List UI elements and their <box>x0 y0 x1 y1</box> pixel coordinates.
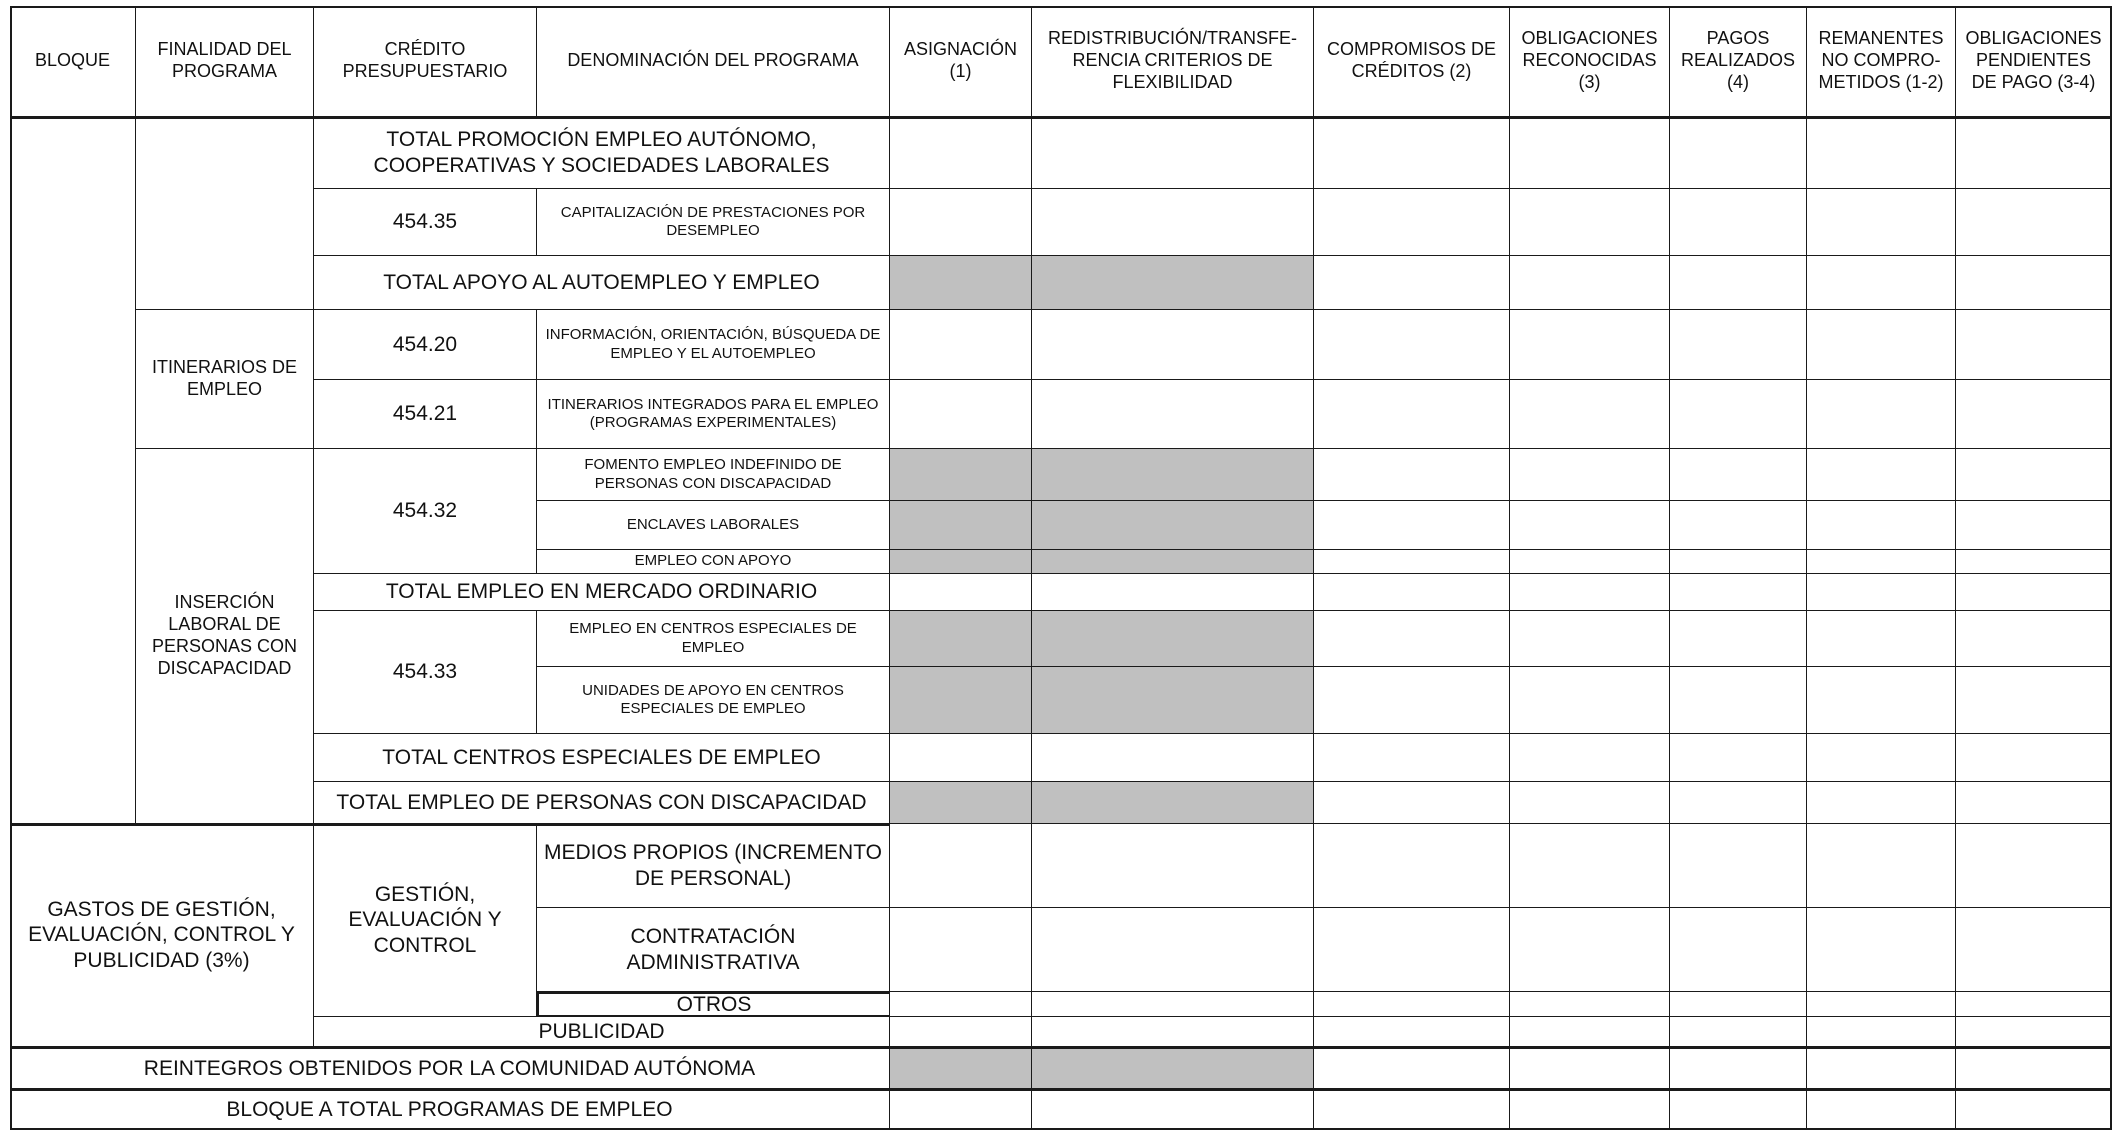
value-cell <box>1956 189 2112 256</box>
shaded-cell <box>1032 256 1314 310</box>
total-promocion-label: TOTAL PROMOCIÓN EMPLEO AUTÓNOMO, COOPERATIVAS Y SOCIEDADES LABORALES <box>314 117 890 189</box>
value-cell <box>1314 117 1510 189</box>
value-cell <box>1807 310 1956 380</box>
value-cell <box>1510 824 1670 908</box>
value-cell <box>1670 189 1807 256</box>
header-credito: CRÉDITO PRESUPUESTARIO <box>314 6 537 117</box>
value-cell <box>1314 574 1510 611</box>
medios-propios-label: MEDIOS PROPIOS (INCREMENTO DE PERSONAL) <box>537 824 890 908</box>
value-cell <box>1956 1047 2112 1089</box>
value-cell <box>1807 449 1956 501</box>
value-cell <box>1510 667 1670 734</box>
value-cell <box>890 824 1032 908</box>
value-cell <box>1670 380 1807 449</box>
value-cell <box>1670 667 1807 734</box>
header-remanentes: REMANENTES NO COMPRO-METIDOS (1-2) <box>1807 6 1956 117</box>
value-cell <box>1670 782 1807 824</box>
value-cell <box>1510 1089 1670 1130</box>
shaded-cell <box>890 782 1032 824</box>
value-cell <box>1510 734 1670 782</box>
credito-45433: 454.33 <box>314 611 537 734</box>
value-cell <box>1956 574 2112 611</box>
total-apoyo-label: TOTAL APOYO AL AUTOEMPLEO Y EMPLEO <box>314 256 890 310</box>
total-discapacidad-label: TOTAL EMPLEO DE PERSONAS CON DISCAPACIDAD <box>314 782 890 824</box>
empleo-apoyo-label: EMPLEO CON APOYO <box>537 550 890 574</box>
value-cell <box>1032 380 1314 449</box>
itinerarios-integrados-label: ITINERARIOS INTEGRADOS PARA EL EMPLEO (PROGRAMAS EXPERIMENTALES) <box>537 380 890 449</box>
value-cell <box>1956 824 2112 908</box>
credito-45432: 454.32 <box>314 449 537 574</box>
value-cell <box>1956 667 2112 734</box>
value-cell <box>1510 449 1670 501</box>
credito-45435: 454.35 <box>314 189 537 256</box>
value-cell <box>1670 824 1807 908</box>
shaded-cell <box>1032 550 1314 574</box>
budget-table <box>10 6 2112 1130</box>
value-cell <box>1670 117 1807 189</box>
shaded-cell <box>1032 611 1314 667</box>
value-cell <box>1510 550 1670 574</box>
value-cell <box>1314 380 1510 449</box>
header-finalidad: FINALIDAD DEL PROGRAMA <box>136 6 314 117</box>
total-cee-label: TOTAL CENTROS ESPECIALES DE EMPLEO <box>314 734 890 782</box>
shaded-cell <box>1032 667 1314 734</box>
value-cell <box>890 908 1032 992</box>
value-cell <box>1032 908 1314 992</box>
value-cell <box>1510 117 1670 189</box>
shaded-cell <box>890 667 1032 734</box>
value-cell <box>1670 310 1807 380</box>
total-mercado-label: TOTAL EMPLEO EN MERCADO ORDINARIO <box>314 574 890 611</box>
value-cell <box>1956 449 2112 501</box>
value-cell <box>1807 1017 1956 1047</box>
value-cell <box>1670 574 1807 611</box>
value-cell <box>1956 611 2112 667</box>
header-rule <box>10 116 2112 119</box>
value-cell <box>1032 992 1314 1017</box>
value-cell <box>1956 256 2112 310</box>
value-cell <box>890 574 1032 611</box>
value-cell <box>1314 1089 1510 1130</box>
gastos-label: GASTOS DE GESTIÓN, EVALUACIÓN, CONTROL Y PUBLICIDAD (3%) <box>10 824 314 1047</box>
value-cell <box>1956 734 2112 782</box>
value-cell <box>1314 824 1510 908</box>
value-cell <box>1032 824 1314 908</box>
value-cell <box>1807 667 1956 734</box>
value-cell <box>1807 1047 1956 1089</box>
shaded-cell <box>890 1047 1032 1089</box>
finalidad-cell-autoempleo <box>136 117 314 310</box>
value-cell <box>890 189 1032 256</box>
value-cell <box>1956 380 2112 449</box>
cee-label: EMPLEO EN CENTROS ESPECIALES DE EMPLEO <box>537 611 890 667</box>
value-cell <box>1314 1017 1510 1047</box>
value-cell <box>1807 189 1956 256</box>
shaded-cell <box>890 501 1032 550</box>
header-denominacion: DENOMINACIÓN DEL PROGRAMA <box>537 6 890 117</box>
value-cell <box>1670 449 1807 501</box>
value-cell <box>1032 189 1314 256</box>
unidades-label: UNIDADES DE APOYO EN CENTROS ESPECIALES DE EMPLEO <box>537 667 890 734</box>
value-cell <box>1510 380 1670 449</box>
value-cell <box>1807 908 1956 992</box>
contratacion-label: CONTRATACIÓN ADMINISTRATIVA <box>537 908 890 992</box>
otros-label: OTROS <box>537 992 890 1017</box>
value-cell <box>890 117 1032 189</box>
value-cell <box>1314 189 1510 256</box>
value-cell <box>1314 1047 1510 1089</box>
value-cell <box>890 992 1032 1017</box>
capitalizacion-label: CAPITALIZACIÓN DE PRESTACIONES POR DESEMPLEO <box>537 189 890 256</box>
value-cell <box>890 734 1032 782</box>
credito-45420: 454.20 <box>314 310 537 380</box>
reintegros-label: REINTEGROS OBTENIDOS POR LA COMUNIDAD AUTÓNOMA <box>10 1047 890 1089</box>
enclaves-label: ENCLAVES LABORALES <box>537 501 890 550</box>
value-cell <box>1032 310 1314 380</box>
value-cell <box>1956 908 2112 992</box>
value-cell <box>1956 1089 2112 1130</box>
value-cell <box>1510 189 1670 256</box>
bloque-cell-empleo <box>10 117 136 824</box>
informacion-label: INFORMACIÓN, ORIENTACIÓN, BÚSQUEDA DE EMPLEO Y EL AUTOEMPLEO <box>537 310 890 380</box>
value-cell <box>1670 1089 1807 1130</box>
value-cell <box>1510 501 1670 550</box>
value-cell <box>1807 574 1956 611</box>
gestion-label: GESTIÓN, EVALUACIÓN Y CONTROL <box>314 824 537 1017</box>
value-cell <box>1956 782 2112 824</box>
value-cell <box>1510 611 1670 667</box>
value-cell <box>1670 256 1807 310</box>
header-bloque: BLOQUE <box>10 6 136 117</box>
value-cell <box>1670 992 1807 1017</box>
value-cell <box>1956 310 2112 380</box>
value-cell <box>1314 256 1510 310</box>
value-cell <box>1807 550 1956 574</box>
finalidad-itinerarios: ITINERARIOS DE EMPLEO <box>136 310 314 449</box>
value-cell <box>1510 256 1670 310</box>
value-cell <box>1956 501 2112 550</box>
bloque-total-label: BLOQUE A TOTAL PROGRAMAS DE EMPLEO <box>10 1089 890 1130</box>
value-cell <box>1314 501 1510 550</box>
value-cell <box>1670 501 1807 550</box>
value-cell <box>1956 550 2112 574</box>
value-cell <box>1510 1017 1670 1047</box>
shaded-cell <box>1032 782 1314 824</box>
value-cell <box>1510 782 1670 824</box>
value-cell <box>1314 550 1510 574</box>
value-cell <box>1314 992 1510 1017</box>
value-cell <box>1314 667 1510 734</box>
shaded-cell <box>1032 449 1314 501</box>
value-cell <box>1314 449 1510 501</box>
value-cell <box>1032 117 1314 189</box>
fomento-label: FOMENTO EMPLEO INDEFINIDO DE PERSONAS CON DISCAPACIDAD <box>537 449 890 501</box>
value-cell <box>890 380 1032 449</box>
value-cell <box>1807 734 1956 782</box>
value-cell <box>1670 1017 1807 1047</box>
value-cell <box>1807 501 1956 550</box>
header-compromisos: COMPROMISOS DE CRÉDITOS (2) <box>1314 6 1510 117</box>
value-cell <box>1032 1017 1314 1047</box>
value-cell <box>1807 117 1956 189</box>
value-cell <box>1670 550 1807 574</box>
finalidad-insercion: INSERCIÓN LABORAL DE PERSONAS CON DISCAPACIDAD <box>136 449 314 824</box>
value-cell <box>1956 117 2112 189</box>
value-cell <box>1807 824 1956 908</box>
value-cell <box>1956 992 2112 1017</box>
shaded-cell <box>890 550 1032 574</box>
value-cell <box>890 1089 1032 1130</box>
value-cell <box>1670 734 1807 782</box>
shaded-cell <box>890 611 1032 667</box>
value-cell <box>890 310 1032 380</box>
value-cell <box>1807 992 1956 1017</box>
value-cell <box>890 1017 1032 1047</box>
value-cell <box>1807 782 1956 824</box>
value-cell <box>1510 992 1670 1017</box>
section-rule <box>10 823 890 826</box>
value-cell <box>1032 1089 1314 1130</box>
shaded-cell <box>1032 501 1314 550</box>
value-cell <box>1314 734 1510 782</box>
shaded-cell <box>1032 1047 1314 1089</box>
value-cell <box>1510 1047 1670 1089</box>
value-cell <box>1670 1047 1807 1089</box>
value-cell <box>1314 310 1510 380</box>
value-cell <box>1807 380 1956 449</box>
header-obligaciones: OBLIGACIONES RECONOCIDAS (3) <box>1510 6 1670 117</box>
credito-45421: 454.21 <box>314 380 537 449</box>
header-pagos: PAGOS REALIZADOS (4) <box>1670 6 1807 117</box>
value-cell <box>1032 574 1314 611</box>
publicidad-label: PUBLICIDAD <box>314 1017 890 1047</box>
shaded-cell <box>890 449 1032 501</box>
value-cell <box>1510 310 1670 380</box>
value-cell <box>1032 734 1314 782</box>
header-asignacion: ASIGNACIÓN (1) <box>890 6 1032 117</box>
value-cell <box>1807 1089 1956 1130</box>
header-pendientes: OBLIGACIONES PENDIENTES DE PAGO (3-4) <box>1956 6 2112 117</box>
shaded-cell <box>890 256 1032 310</box>
value-cell <box>1314 908 1510 992</box>
value-cell <box>1510 908 1670 992</box>
value-cell <box>1510 574 1670 611</box>
value-cell <box>1807 611 1956 667</box>
value-cell <box>1314 782 1510 824</box>
value-cell <box>1670 611 1807 667</box>
value-cell <box>1314 611 1510 667</box>
value-cell <box>1807 256 1956 310</box>
header-redistribucion: REDISTRIBUCIÓN/TRANSFE-RENCIA CRITERIOS DE FLEXIBILIDAD <box>1032 6 1314 117</box>
value-cell <box>1956 1017 2112 1047</box>
value-cell <box>1670 908 1807 992</box>
